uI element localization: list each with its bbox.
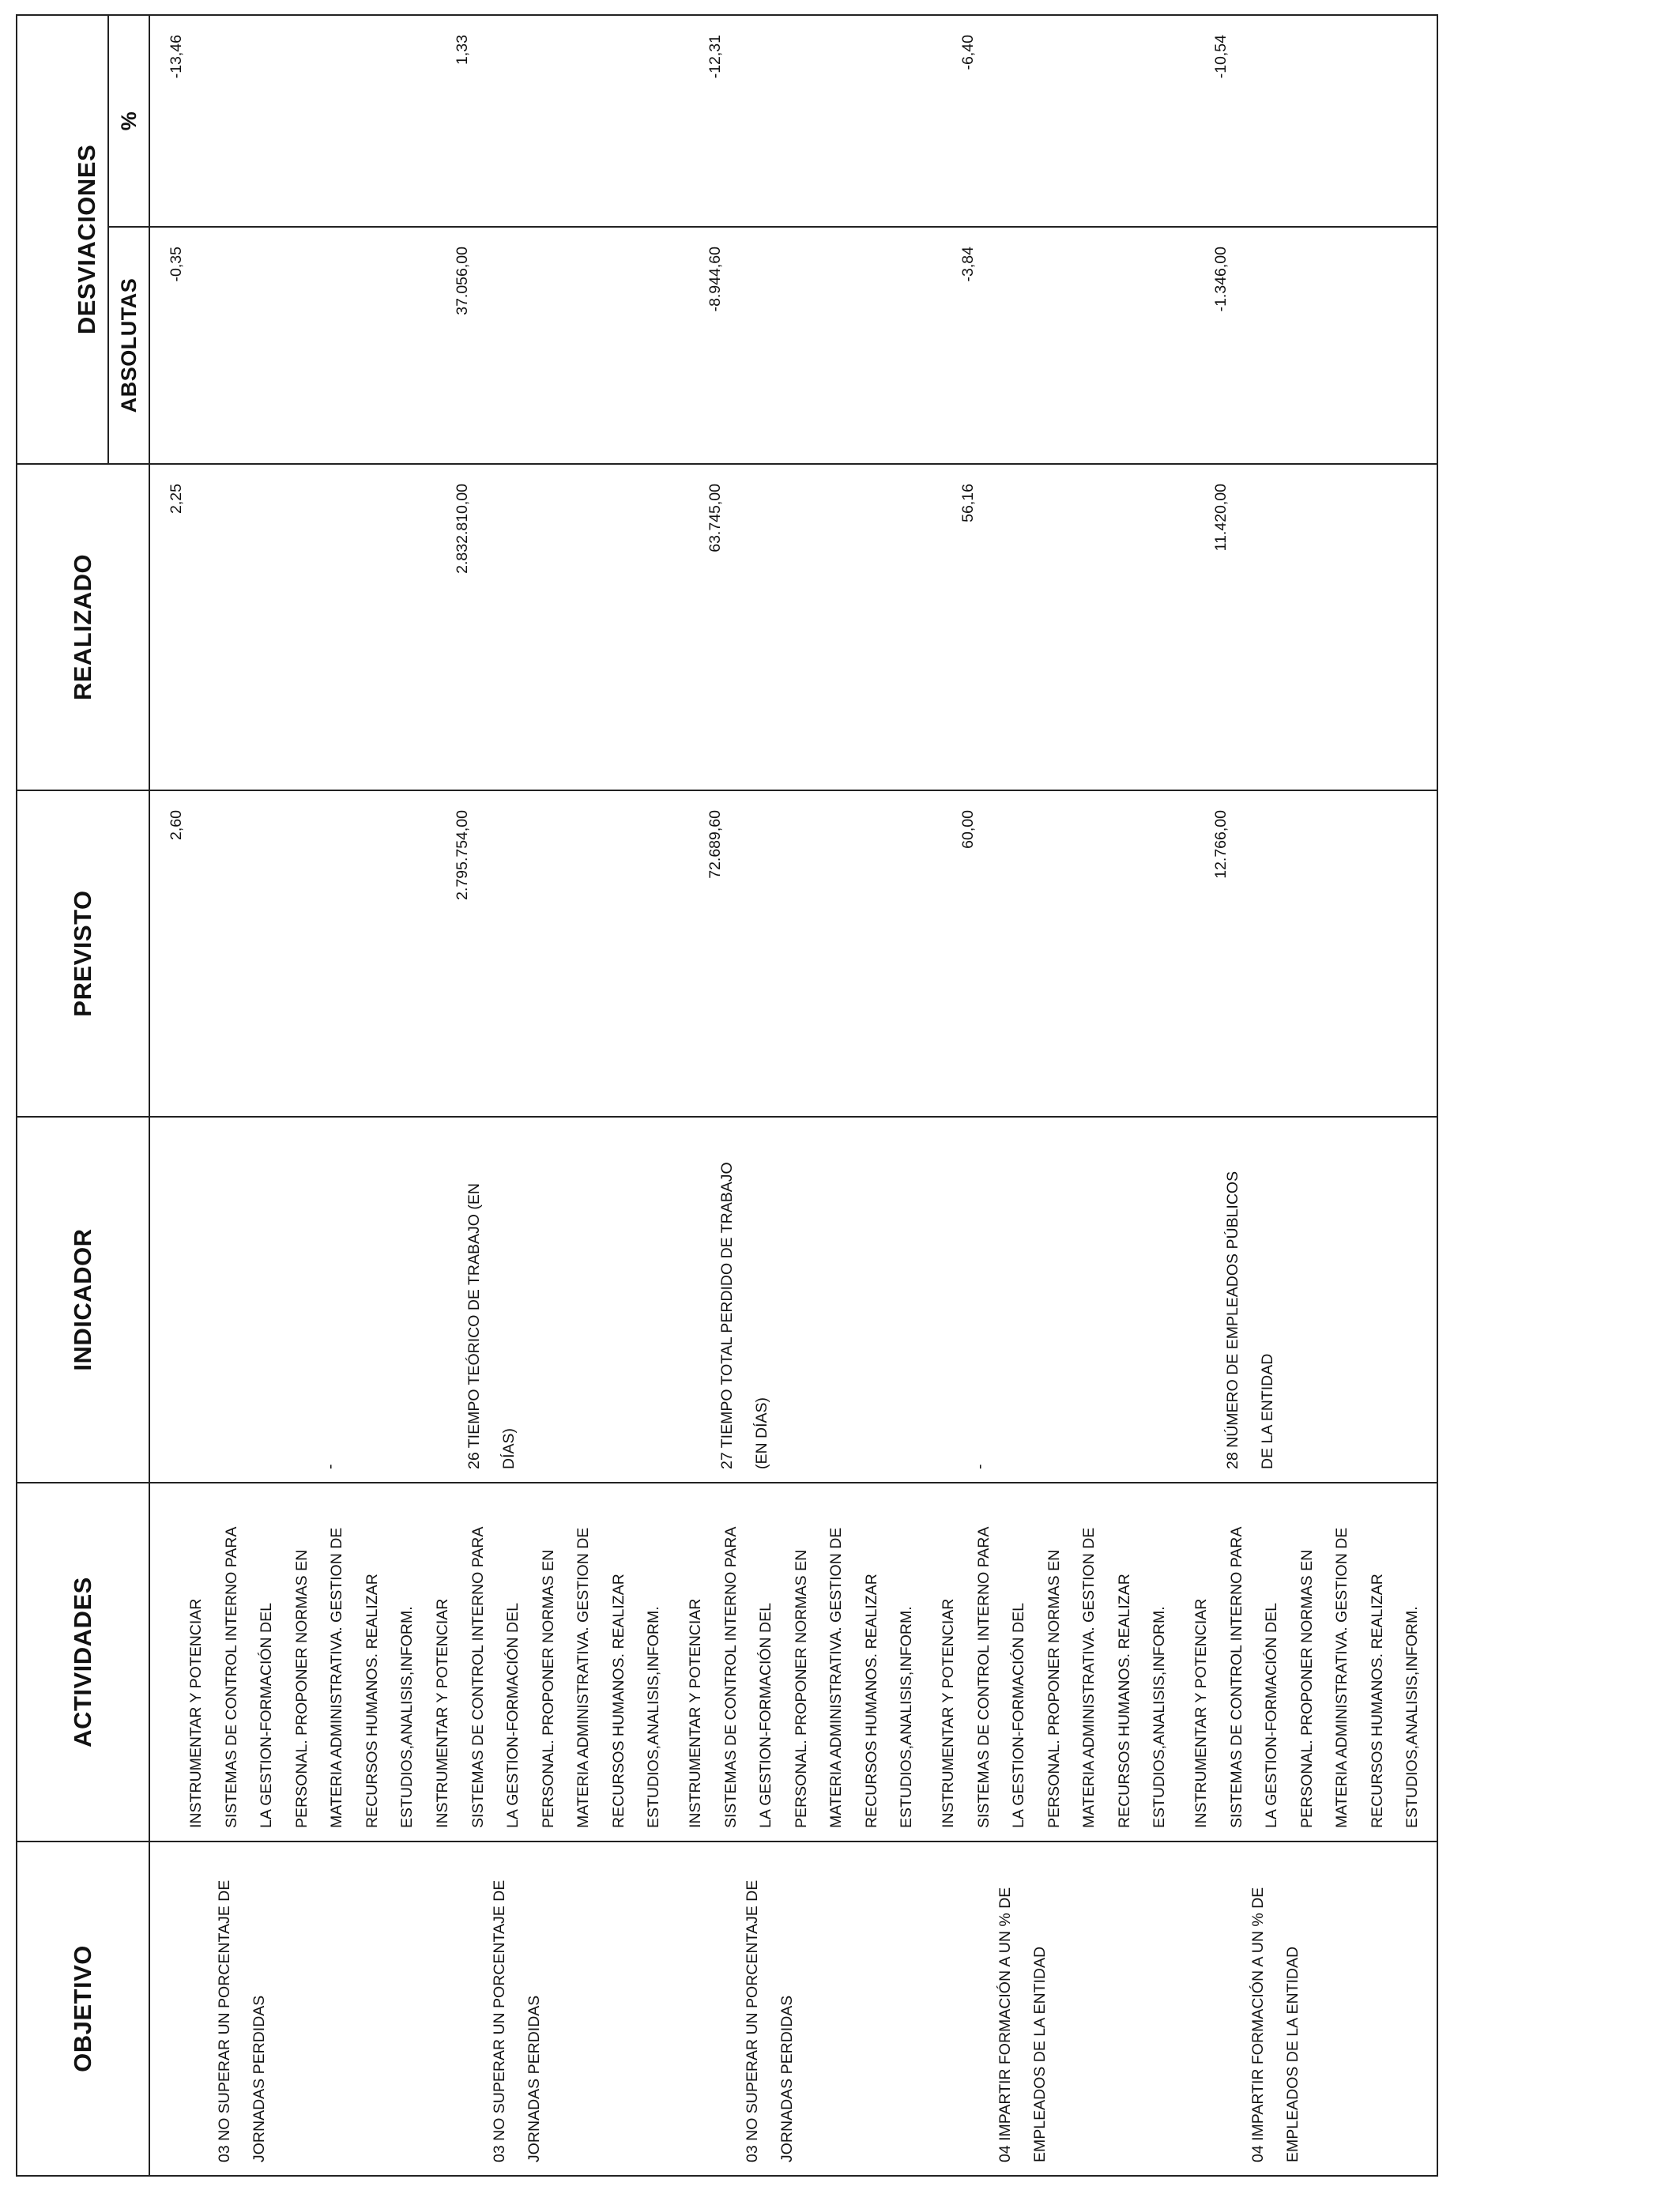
actividades-column: [149, 1483, 1437, 1842]
actividades-line: LA GESTION-FORMACIÓN DEL: [258, 1603, 275, 1828]
previsto-cell: 2.795.754,00: [454, 810, 471, 900]
indicators-table: [16, 14, 1438, 2177]
previsto-cell: 60,00: [959, 810, 977, 849]
objetivo-column: [149, 1842, 1437, 2176]
objetivo-line: JORNADAS PERDIDAS: [525, 1995, 543, 2162]
actividades-cell: [931, 1483, 1184, 1841]
indicador-cell: [425, 1118, 678, 1482]
objetivo-line: 03 NO SUPERAR UN PORCENTAJE DE: [216, 1879, 233, 2162]
objetivo-cell: [150, 1842, 425, 2175]
objetivo-line: EMPLEADOS DE LA ENTIDAD: [1031, 1946, 1049, 2162]
objetivo-line: JORNADAS PERDIDAS: [250, 1995, 268, 2162]
objetivo-cell: [931, 1842, 1184, 2175]
actividades-line: PERSONAL. PROPONER NORMAS EN: [1045, 1549, 1063, 1828]
actividades-line: ESTUDIOS,ANALISIS,INFORM.: [1403, 1606, 1421, 1828]
absolutas-list: [150, 228, 1437, 463]
previsto-column: [149, 790, 1437, 1117]
absolutas-cell: -0,35: [168, 247, 185, 282]
indicador-cell: [1184, 1118, 1437, 1482]
header-objetivo: OBJETIVO: [17, 1842, 149, 2176]
indicador-line: -: [322, 1464, 339, 1469]
header-row: [17, 15, 108, 2176]
actividades-line: INSTRUMENTAR Y POTENCIAR: [687, 1598, 704, 1828]
objetivo-line: 03 NO SUPERAR UN PORCENTAJE DE: [744, 1879, 761, 2162]
absolutas-column: [149, 227, 1437, 464]
indicador-line: DÍAS): [500, 1427, 518, 1469]
actividades-line: PERSONAL. PROPONER NORMAS EN: [1298, 1549, 1316, 1828]
objetivo-line: 04 IMPARTIR FORMACIÓN A UN % DE: [996, 1887, 1014, 2162]
actividades-line: PERSONAL. PROPONER NORMAS EN: [292, 1549, 311, 1828]
actividades-line: LA GESTION-FORMACIÓN DEL: [504, 1603, 522, 1828]
actividades-line: INSTRUMENTAR Y POTENCIAR: [940, 1598, 957, 1828]
objetivo-cell: [1184, 1842, 1437, 2175]
indicador-line: 26 TIEMPO TEÓRICO DE TRABAJO (EN: [465, 1183, 483, 1469]
actividades-cell: [425, 1483, 678, 1841]
header-absolutas: ABSOLUTAS: [108, 227, 149, 464]
realizado-cell: 63.745,00: [706, 484, 724, 552]
indicador-line: (EN DÍAS): [753, 1397, 770, 1469]
porcentaje-cell: -13,46: [168, 35, 185, 79]
actividades-line: RECURSOS HUMANOS. REALIZAR: [1368, 1574, 1386, 1828]
previsto-list: [150, 791, 1437, 1116]
actividades-line: MATERIA ADMINISTRATIVA. GESTION DE: [1333, 1527, 1350, 1828]
actividades-line: MATERIA ADMINISTRATIVA. GESTION DE: [1080, 1527, 1098, 1828]
objetivo-list: [150, 1842, 1437, 2175]
actividades-line: LA GESTION-FORMACIÓN DEL: [1010, 1603, 1027, 1828]
actividades-line: SISTEMAS DE CONTROL INTERNO PARA: [1227, 1526, 1245, 1828]
previsto-cell: 12.766,00: [1212, 810, 1230, 879]
indicador-column: [149, 1117, 1437, 1483]
actividades-line: ESTUDIOS,ANALISIS,INFORM.: [645, 1606, 662, 1828]
realizado-cell: 2.832.810,00: [454, 484, 471, 574]
indicador-cell: [150, 1118, 425, 1482]
previsto-cell: 2,60: [168, 810, 185, 840]
actividades-line: ESTUDIOS,ANALISIS,INFORM.: [898, 1606, 915, 1828]
actividades-line: SISTEMAS DE CONTROL INTERNO PARA: [721, 1526, 740, 1828]
actividades-line: INSTRUMENTAR Y POTENCIAR: [1192, 1598, 1210, 1828]
actividades-line: RECURSOS HUMANOS. REALIZAR: [363, 1574, 381, 1828]
objetivo-cell: [425, 1842, 678, 2175]
indicador-line: 28 NÚMERO DE EMPLEADOS PÚBLICOS: [1224, 1171, 1241, 1469]
porcentaje-cell: -12,31: [706, 35, 724, 79]
objetivo-line: EMPLEADOS DE LA ENTIDAD: [1284, 1946, 1301, 2162]
actividades-line: LA GESTION-FORMACIÓN DEL: [1263, 1603, 1280, 1828]
header-previsto: PREVISTO: [17, 790, 149, 1117]
porcentaje-cell: 1,33: [454, 35, 471, 65]
realizado-column: [149, 464, 1437, 790]
indicador-line: DE LA ENTIDAD: [1259, 1353, 1276, 1469]
actividades-line: RECURSOS HUMANOS. REALIZAR: [1115, 1574, 1133, 1828]
porcentaje-cell: -6,40: [959, 35, 977, 70]
actividades-line: RECURSOS HUMANOS. REALIZAR: [609, 1574, 627, 1828]
actividades-line: INSTRUMENTAR Y POTENCIAR: [434, 1598, 451, 1828]
indicador-line: 27 TIEMPO TOTAL PERDIDO DE TRABAJO: [718, 1162, 736, 1469]
porcentaje-list: [150, 16, 1437, 226]
actividades-line: PERSONAL. PROPONER NORMAS EN: [792, 1549, 810, 1828]
actividades-line: SISTEMAS DE CONTROL INTERNO PARA: [222, 1526, 240, 1828]
indicador-list: [150, 1118, 1437, 1482]
objetivo-line: 03 NO SUPERAR UN PORCENTAJE DE: [491, 1879, 508, 2162]
actividades-line: MATERIA ADMINISTRATIVA. GESTION DE: [328, 1527, 345, 1828]
objetivo-line: 04 IMPARTIR FORMACIÓN A UN % DE: [1249, 1887, 1267, 2162]
realizado-cell: 11.420,00: [1212, 484, 1230, 552]
objetivo-cell: [678, 1842, 931, 2175]
header-actividades: ACTIVIDADES: [17, 1483, 149, 1842]
actividades-cell: [1184, 1483, 1437, 1841]
indicador-line: -: [971, 1464, 989, 1469]
porcentaje-column: [149, 15, 1437, 227]
table-body-row: [149, 15, 1437, 2176]
actividades-line: SISTEMAS DE CONTROL INTERNO PARA: [469, 1526, 487, 1828]
realizado-list: [150, 465, 1437, 790]
indicador-cell: [931, 1118, 1184, 1482]
actividades-line: SISTEMAS DE CONTROL INTERNO PARA: [974, 1526, 993, 1828]
actividades-line: ESTUDIOS,ANALISIS,INFORM.: [1151, 1606, 1168, 1828]
absolutas-cell: -3,84: [959, 247, 977, 282]
actividades-line: INSTRUMENTAR Y POTENCIAR: [187, 1598, 205, 1828]
indicador-cell: [678, 1118, 931, 1482]
actividades-line: RECURSOS HUMANOS. REALIZAR: [862, 1574, 880, 1828]
actividades-line: PERSONAL. PROPONER NORMAS EN: [539, 1549, 557, 1828]
absolutas-cell: -8.944,60: [706, 247, 724, 312]
actividades-cell: [150, 1483, 425, 1841]
realizado-cell: 2,25: [168, 484, 185, 514]
rotated-page: [16, 16, 1421, 2177]
objetivo-line: JORNADAS PERDIDAS: [778, 1995, 796, 2162]
actividades-list: [150, 1483, 1437, 1841]
header-desviaciones: DESVIACIONES: [17, 15, 108, 464]
realizado-cell: 56,16: [959, 484, 977, 522]
previsto-cell: 72.689,60: [706, 810, 724, 879]
actividades-cell: [678, 1483, 931, 1841]
actividades-line: MATERIA ADMINISTRATIVA. GESTION DE: [574, 1527, 592, 1828]
header-porcentaje: %: [108, 15, 149, 227]
actividades-line: LA GESTION-FORMACIÓN DEL: [757, 1603, 774, 1828]
header-indicador: INDICADOR: [17, 1117, 149, 1483]
absolutas-cell: -1.346,00: [1212, 247, 1230, 312]
porcentaje-cell: -10,54: [1212, 35, 1230, 79]
header-realizado: REALIZADO: [17, 464, 149, 790]
absolutas-cell: 37.056,00: [454, 247, 471, 315]
actividades-line: MATERIA ADMINISTRATIVA. GESTION DE: [827, 1527, 845, 1828]
actividades-line: ESTUDIOS,ANALISIS,INFORM.: [398, 1606, 416, 1828]
